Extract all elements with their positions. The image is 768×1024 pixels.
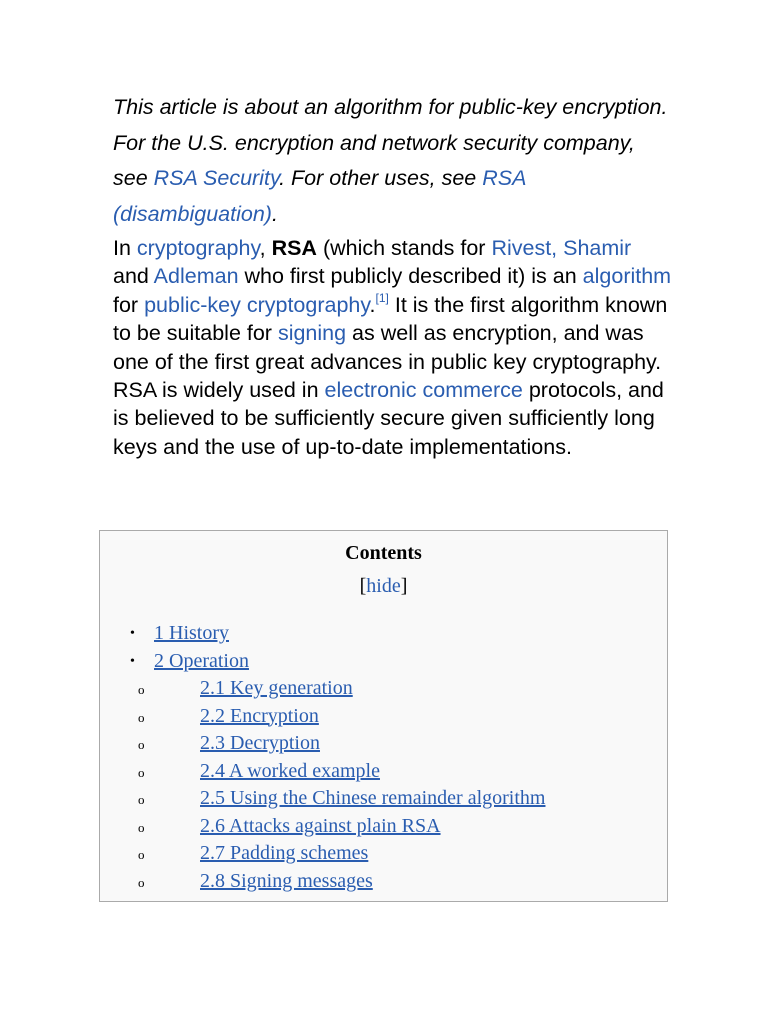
toc-link[interactable]: 2.3 Decryption <box>200 732 320 754</box>
circle-bullet-icon: o <box>138 764 145 780</box>
link-signing[interactable]: signing <box>277 321 347 346</box>
link-rsa-security[interactable]: RSA Security <box>153 166 280 190</box>
toc-link[interactable]: 2.8 Signing messages <box>200 869 373 892</box>
hatnote <box>113 90 673 232</box>
intro-text: for <box>113 292 145 317</box>
toc-link[interactable]: 2.1 Key generation <box>200 677 353 699</box>
toc-item <box>100 648 667 676</box>
toc-link[interactable]: 2.5 Using the Chinese remainder algorithm <box>200 787 546 809</box>
toc-bracket-open: [ <box>359 575 367 597</box>
circle-bullet-icon: o <box>138 792 145 807</box>
hatnote-text: . <box>271 201 278 226</box>
toc-item <box>100 730 667 758</box>
article-content <box>113 90 673 461</box>
toc-item <box>100 758 667 786</box>
toc-item <box>100 868 667 896</box>
hatnote-text: This article is about an algorithm for public-key encryption. For the U.S. encryption and network security company, see <box>113 95 668 190</box>
intro-text: as well as encryption, and was one of the first great advances in public key cryptography. RSA is widely used in <box>113 321 662 403</box>
toc-item <box>100 785 667 813</box>
toc-link[interactable]: 2 Operation <box>154 649 249 672</box>
link-cryptography[interactable]: cryptography <box>136 236 260 260</box>
toc-link[interactable]: 1 History <box>154 622 229 644</box>
intro-paragraph <box>113 234 673 461</box>
link-algorithm[interactable]: algorithm <box>582 264 672 289</box>
intro-text: who first publicly described it) is an <box>238 264 583 289</box>
toc-link[interactable]: 2.4 A worked example <box>200 759 380 782</box>
toc-link[interactable]: 2.7 Padding schemes <box>200 842 369 864</box>
toc-link[interactable]: 2.6 Attacks against plain RSA <box>200 814 441 837</box>
link-rivest-shamir[interactable]: Rivest, Shamir <box>491 236 632 260</box>
intro-text: In <box>113 236 137 260</box>
toc-item <box>100 703 667 731</box>
circle-bullet-icon: o <box>138 709 145 725</box>
toc-item <box>100 675 667 703</box>
bullet-icon: • <box>130 626 135 641</box>
intro-text: and <box>113 264 154 289</box>
table-of-contents <box>99 530 668 902</box>
toc-item <box>100 620 667 648</box>
toc-link[interactable]: 2.2 Encryption <box>200 704 319 727</box>
toc-title: Contents <box>345 542 422 564</box>
toc-toggle <box>100 575 667 598</box>
circle-bullet-icon: o <box>138 819 145 835</box>
circle-bullet-icon: o <box>138 682 145 697</box>
link-public-key-cryptography[interactable]: public-key cryptography <box>144 292 370 317</box>
toc-item <box>100 813 667 841</box>
intro-text: It is the first algorithm known to be suitable for <box>113 292 668 346</box>
circle-bullet-icon: o <box>138 874 145 890</box>
intro-text: protocols, and is believed to be sufficiently secure given sufficiently long keys and the use of up-to-date implementations. <box>113 378 664 459</box>
intro-text: , <box>259 236 272 260</box>
intro-text: . <box>369 292 376 317</box>
link-rsa-disambiguation[interactable]: RSA (disambiguation) <box>113 166 526 226</box>
reference-1[interactable]: [1] <box>375 290 389 305</box>
bullet-icon: • <box>130 653 135 669</box>
link-electronic-commerce[interactable]: electronic commerce <box>324 378 523 403</box>
toc-item <box>100 840 667 868</box>
toc-hide-link[interactable]: hide <box>366 575 401 597</box>
circle-bullet-icon: o <box>138 737 145 752</box>
term-rsa: RSA <box>271 236 317 260</box>
hatnote-text: . For other uses, see <box>279 166 483 190</box>
toc-bracket-close: ] <box>400 575 408 597</box>
toc-list <box>100 620 667 895</box>
circle-bullet-icon: o <box>138 847 145 862</box>
link-adleman[interactable]: Adleman <box>153 264 239 289</box>
intro-text: (which stands for <box>316 236 492 260</box>
